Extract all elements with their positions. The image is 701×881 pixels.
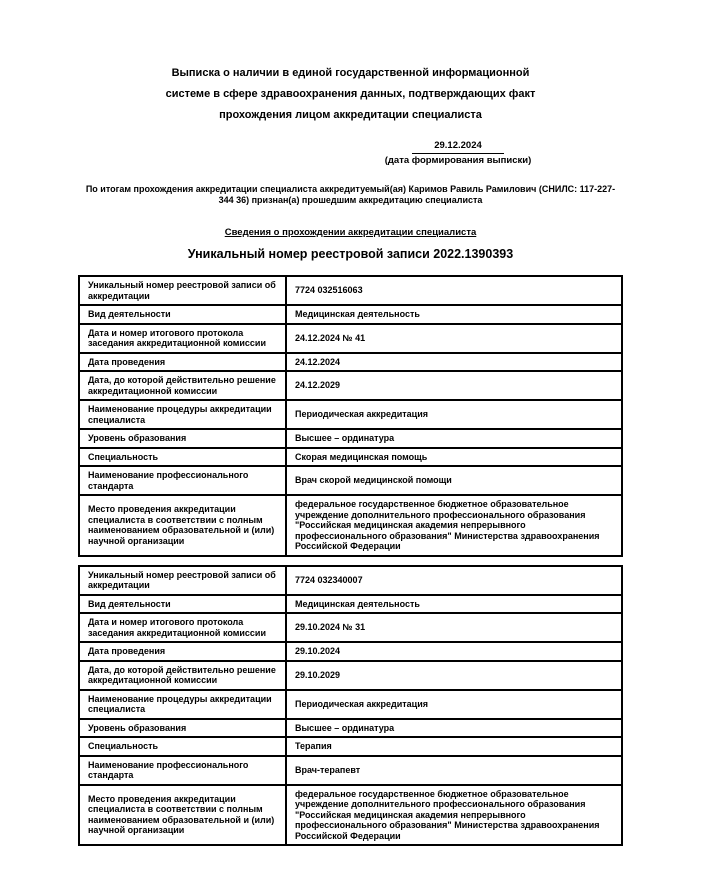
table-row <box>79 429 622 448</box>
table-row <box>79 613 622 642</box>
row-value: Периодическая аккредитация <box>286 690 622 719</box>
registry-number-heading: Уникальный номер реестровой записи 2022.1390393 <box>187 247 514 261</box>
row-value: Врач-терапевт <box>286 756 622 785</box>
row-value: 29.10.2024 № 31 <box>286 613 622 642</box>
row-label: Дата и номер итогового протокола заседания аккредитационной комиссии <box>79 613 286 642</box>
document-title-line-3: прохождения лицом аккредитации специалиста <box>219 109 482 121</box>
row-value: 29.10.2029 <box>286 661 622 690</box>
row-label: Дата проведения <box>79 353 286 372</box>
table-row <box>79 448 622 467</box>
table-row <box>79 566 622 595</box>
row-value: 29.10.2024 <box>286 642 622 661</box>
table-row <box>79 466 622 495</box>
row-label: Место проведения аккредитации специалиста в соответствии с полным наименованием образовательной и (или) научной организации <box>79 785 286 846</box>
row-label: Уровень образования <box>79 719 286 738</box>
row-label: Вид деятельности <box>79 595 286 614</box>
intro-paragraph: По итогам прохождения аккредитации специалиста аккредитуемый(ая) Каримов Равиль Рамилович (СНИЛС: 117-227-344 36) признан(а) прошедшим аккредитацию специалиста <box>85 184 616 205</box>
row-label: Уникальный номер реестровой записи об аккредитации <box>79 566 286 595</box>
accreditation-table-1-body <box>79 276 622 556</box>
row-value: Высшее – ординатура <box>286 429 622 448</box>
row-value: Медицинская деятельность <box>286 595 622 614</box>
table-row <box>79 642 622 661</box>
table-row <box>79 400 622 429</box>
row-value: 7724 032340007 <box>286 566 622 595</box>
table-row <box>79 353 622 372</box>
row-value: Высшее – ординатура <box>286 719 622 738</box>
row-label: Место проведения аккредитации специалиста в соответствии с полным наименованием образовательной и (или) научной организации <box>79 495 286 556</box>
table-row <box>79 324 622 353</box>
table-row <box>79 305 622 324</box>
row-value: федеральное государственное бюджетное образовательное учреждение дополнительного профессионального образования "Российская медицинская академия непрерывного профессионального образования" Министерства здравоохранения Российской Федерации <box>286 495 622 556</box>
document-title <box>78 63 623 126</box>
row-label: Вид деятельности <box>79 305 286 324</box>
document-title-line-1: Выписка о наличии в единой государственной информационной <box>171 67 530 79</box>
accreditation-table-2-body <box>79 566 622 846</box>
table-row <box>79 661 622 690</box>
section-heading: Сведения о прохождении аккредитации специалиста <box>224 227 477 238</box>
table-row <box>79 371 622 400</box>
row-label: Наименование профессионального стандарта <box>79 756 286 785</box>
row-label: Наименование процедуры аккредитации специалиста <box>79 690 286 719</box>
extract-date: 29.12.2024 <box>412 140 504 154</box>
table-row <box>79 719 622 738</box>
row-value: 24.12.2024 <box>286 353 622 372</box>
row-value: 24.12.2029 <box>286 371 622 400</box>
row-value: 7724 032516063 <box>286 276 622 305</box>
extract-date-block <box>373 140 543 167</box>
row-label: Наименование профессионального стандарта <box>79 466 286 495</box>
table-row <box>79 737 622 756</box>
row-label: Наименование процедуры аккредитации специалиста <box>79 400 286 429</box>
table-row <box>79 495 622 556</box>
row-label: Дата, до которой действительно решение аккредитационной комиссии <box>79 661 286 690</box>
table-row <box>79 690 622 719</box>
row-label: Специальность <box>79 448 286 467</box>
row-label: Дата проведения <box>79 642 286 661</box>
row-value: Врач скорой медицинской помощи <box>286 466 622 495</box>
row-value: Скорая медицинская помощь <box>286 448 622 467</box>
row-label: Уровень образования <box>79 429 286 448</box>
extract-date-caption: (дата формирования выписки) <box>384 155 532 166</box>
row-value: 24.12.2024 № 41 <box>286 324 622 353</box>
row-value: Периодическая аккредитация <box>286 400 622 429</box>
row-value: Терапия <box>286 737 622 756</box>
table-row <box>79 595 622 614</box>
row-value: Медицинская деятельность <box>286 305 622 324</box>
row-label: Дата и номер итогового протокола заседания аккредитационной комиссии <box>79 324 286 353</box>
row-label: Уникальный номер реестровой записи об аккредитации <box>79 276 286 305</box>
accreditation-table-1 <box>78 275 623 557</box>
row-label: Дата, до которой действительно решение аккредитационной комиссии <box>79 371 286 400</box>
document-title-line-2: системе в сфере здравоохранения данных, подтверждающих факт <box>165 88 536 100</box>
table-row <box>79 785 622 846</box>
accreditation-table-2 <box>78 565 623 847</box>
row-label: Специальность <box>79 737 286 756</box>
table-row <box>79 276 622 305</box>
table-row <box>79 756 622 785</box>
row-value: федеральное государственное бюджетное образовательное учреждение дополнительного профессионального образования "Российская медицинская академия непрерывного профессионального образования" Министерства здравоохранения Российской Федерации <box>286 785 622 846</box>
